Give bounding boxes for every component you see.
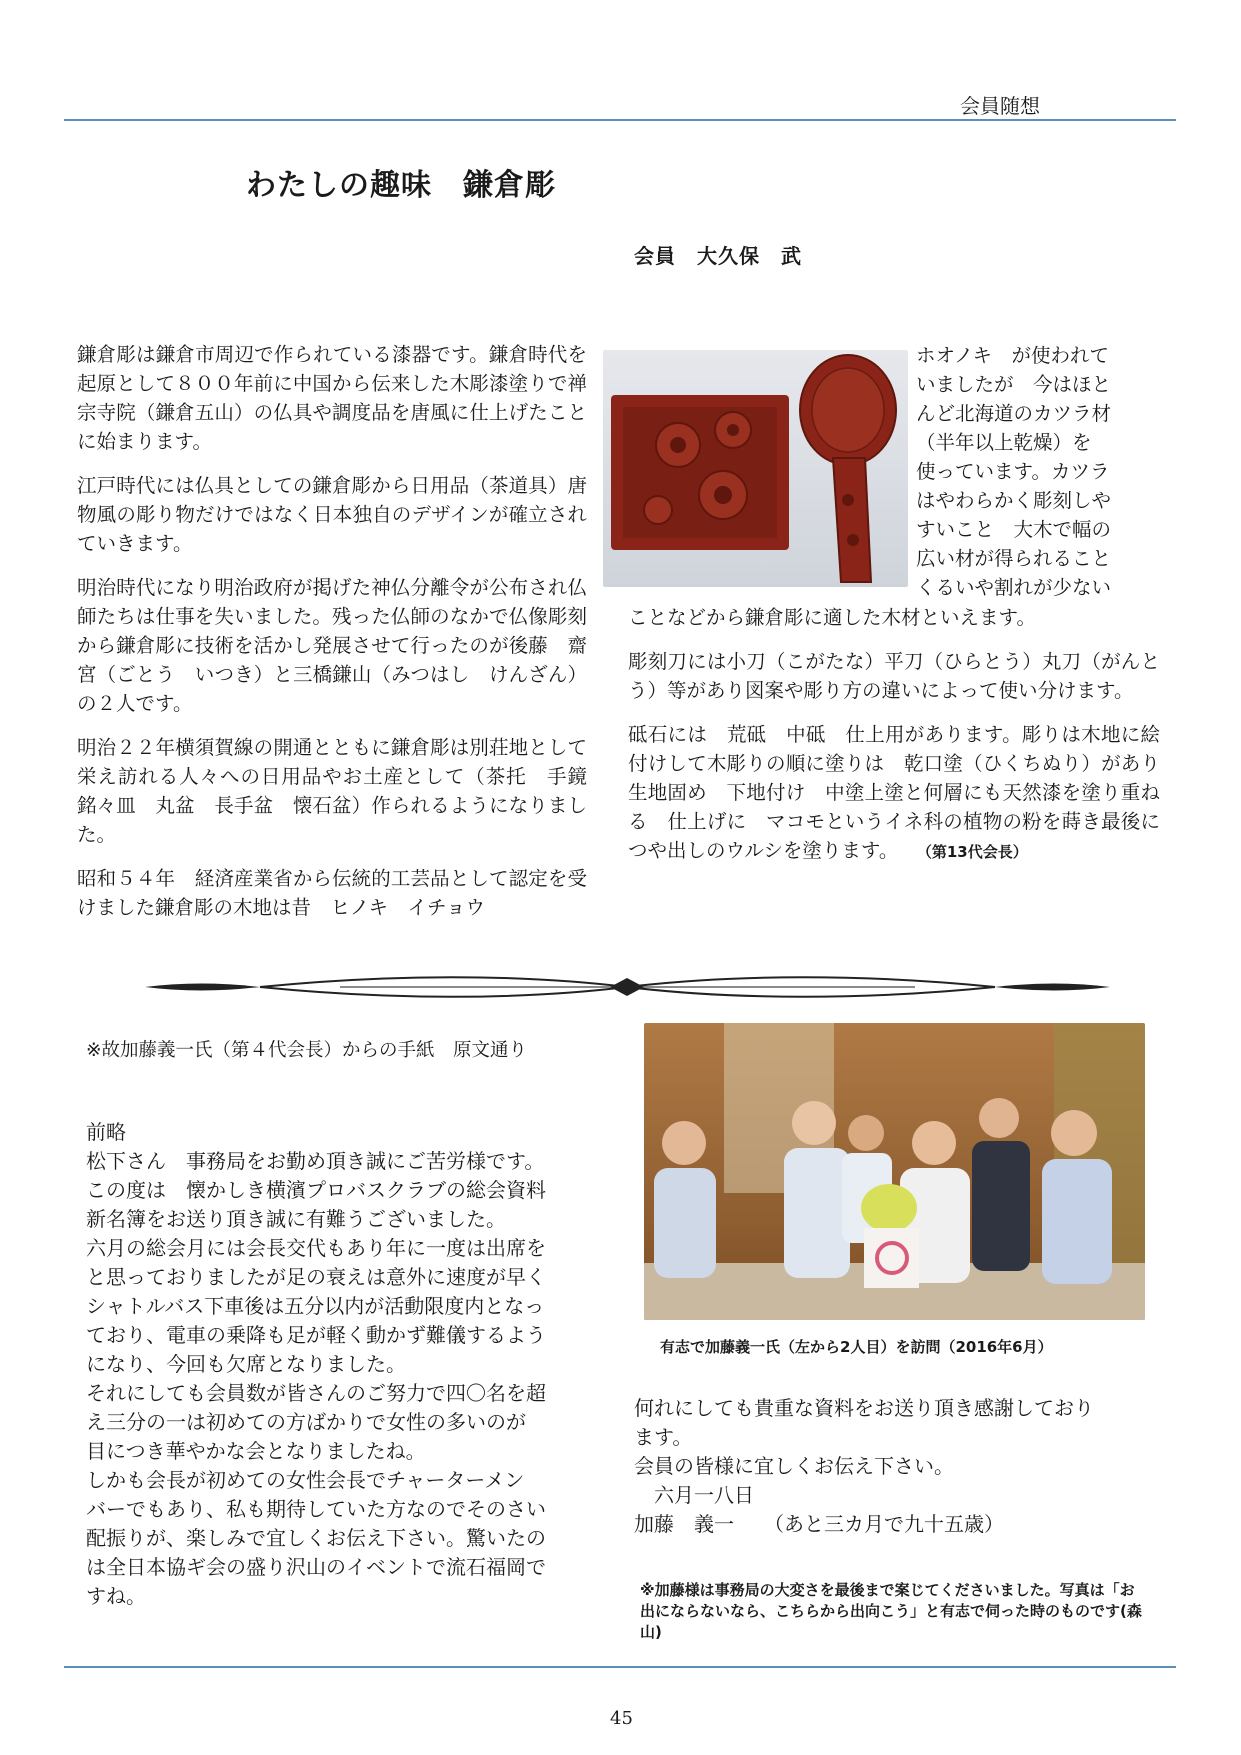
article-paragraph: ことなどから鎌倉彫に適した木材といえます。 xyxy=(628,606,1036,629)
section-label: 会員随想 xyxy=(960,94,1040,118)
author-note: （第13代会長） xyxy=(924,843,1028,861)
letter-line: 六月の総会月には会長交代もあり年に一度は出席を xyxy=(86,1236,546,1260)
article-paragraph xyxy=(628,720,1160,867)
letter-body xyxy=(86,1118,546,1611)
letter-line: この度は 懐かしき横濱プロバスクラブの総会資料 xyxy=(86,1178,546,1202)
letter-line: すね。 xyxy=(86,1584,146,1608)
article-paragraph: 江戸時代には仏具としての鎌倉彫から日用品（茶道具）唐物風の彫り物だけではなく日本独自のデザインが確立されていきます。 xyxy=(77,474,587,555)
letter-line: バーでもあり、私も期待していた方なのでそのさい xyxy=(86,1497,546,1521)
letter-note: ※故加藤義一氏（第４代会長）からの手紙 原文通り xyxy=(86,1040,528,1061)
page-number: 45 xyxy=(610,1708,633,1729)
letter-line: シャトルバス下車後は五分以内が活動限度内となっ xyxy=(86,1294,545,1318)
divider-ornament-icon xyxy=(140,972,1115,1002)
letter-closing xyxy=(634,1394,1094,1539)
article-line: 使っています。カツラ xyxy=(916,460,1110,483)
letter-line: 松下さん 事務局をお勤め頂き誠にご苦労様です。 xyxy=(86,1149,545,1173)
footnote: ※加藤様は事務局の大変さを最後まで案じてくださいました。写真は「お出にならないなら、こちらから出向こう」と有志で伺った時のものです(森山) xyxy=(640,1581,1142,1641)
letter-line: 配振りが、楽しみで宜しくお伝え下さい。驚いたの xyxy=(86,1526,546,1550)
photo-caption: 有志で加藤義一氏（左から2人目）を訪問（2016年6月） xyxy=(660,1338,1053,1356)
footer-rule xyxy=(64,1666,1176,1668)
article-paragraph: 昭和５４年 経済産業省から伝統的工芸品として認定を受けました鎌倉彫の木地は昔 ヒノキ イチョウ xyxy=(77,867,587,919)
article-line: はやわらかく彫刻しや xyxy=(916,489,1112,512)
article-title: わたしの趣味 鎌倉彫 xyxy=(246,168,556,203)
letter-line: しかも会長が初めての女性会長でチャーターメン xyxy=(86,1468,525,1492)
letter-line: と思っておりましたが足の衰えは意外に速度が早く xyxy=(86,1265,546,1289)
article-paragraph: 鎌倉彫は鎌倉市周辺で作られている漆器です。鎌倉時代を起原として８００年前に中国から伝来した木彫漆塗りで禅宗寺院（鎌倉五山）の仏具や調度品を唐風に仕上げたことに始まります。 xyxy=(77,343,587,453)
kamakurabori-photo xyxy=(603,350,908,587)
article-line: ホオノキ が使われて xyxy=(916,344,1110,367)
letter-line: になり、今回も欠席となりました。 xyxy=(86,1352,406,1376)
letter-line: え三分の一は初めての方ばかりで女性の多いのが xyxy=(86,1410,526,1434)
letter-line: 目につき華やかな会となりましたね。 xyxy=(86,1439,426,1463)
group-photo xyxy=(644,1023,1145,1320)
letter-line: それにしても会員数が皆さんのご努力で四〇名を超 xyxy=(86,1381,546,1405)
article-line: くるいや割れが少ない xyxy=(916,576,1112,599)
header-rule xyxy=(64,119,1176,121)
ornamental-divider xyxy=(140,972,1115,1002)
article-line: んど北海道のカツラ材 xyxy=(916,402,1112,425)
kamakurabori-illustration xyxy=(603,350,908,587)
article-last-text: 砥石には 荒砥 中砥 仕上用があります。彫りは木地に絵付けして木彫りの順に塗りは 乾口塗（ひくちぬり）があり生地固め 下地付け 中塗上塗と何層にも天然漆を塗り重ねる 仕上げに マコモというイネ科の植物の粉を蒔き最後につや出しのウルシを塗ります。 xyxy=(628,723,1160,862)
letter-line: ます。 xyxy=(634,1425,693,1449)
article-right-column xyxy=(628,603,1160,867)
letter-line: 会員の皆様に宜しくお伝え下さい。 xyxy=(634,1454,954,1478)
letter-line: 六月一八日 xyxy=(634,1483,754,1507)
article-line: いましたが 今はほと xyxy=(916,373,1112,396)
article-paragraph: 彫刻刀には小刀（こがたな）平刀（ひらとう）丸刀（がんとう）等があり図案や彫り方の違いによって使い分けます。 xyxy=(628,650,1160,702)
group-photo-illustration xyxy=(644,1023,1145,1320)
letter-line: 何れにしても貴重な資料をお送り頂き感謝しており xyxy=(634,1396,1094,1420)
letter-line: 加藤 義一 （あと三カ月で九十五歳） xyxy=(634,1512,1004,1536)
letter-line: ており、電車の乗降も足が軽く動かず難儀するよう xyxy=(86,1323,546,1347)
article-line: すいこと 大木で幅の xyxy=(916,518,1112,541)
article-wrap-text xyxy=(916,341,1161,602)
article-paragraph: 明治２２年横須賀線の開通とともに鎌倉彫は別荘地として栄え訪れる人々への日用品やお土産として（茶托 手鏡 銘々皿 丸盆 長手盆 懐石盆）作られるようになりました。 xyxy=(77,736,607,846)
letter-line: 前略 xyxy=(86,1120,126,1144)
letter-line: 新名簿をお送り頂き誠に有難うございました。 xyxy=(86,1207,506,1231)
article-author: 会員 大久保 武 xyxy=(634,244,802,268)
article-left-column xyxy=(77,340,607,937)
lacquer-tray-icon xyxy=(611,395,789,550)
article-line: （半年以上乾燥）を xyxy=(916,431,1092,454)
article-line: 広い材が得られること xyxy=(916,547,1112,570)
article-paragraph: 明治時代になり明治政府が掲げた神仏分離令が公布され仏師たちは仕事を失いました。残った仏師のなかで仏像彫刻から鎌倉彫に技術を活かし発展させて行ったのが後藤 齋宮（ごとう いつき）と三橋鎌山（みつはし けんざん）の２人です。 xyxy=(77,576,587,715)
letter-line: は全日本協ギ会の盛り沢山のイベントで流石福岡で xyxy=(86,1555,546,1579)
